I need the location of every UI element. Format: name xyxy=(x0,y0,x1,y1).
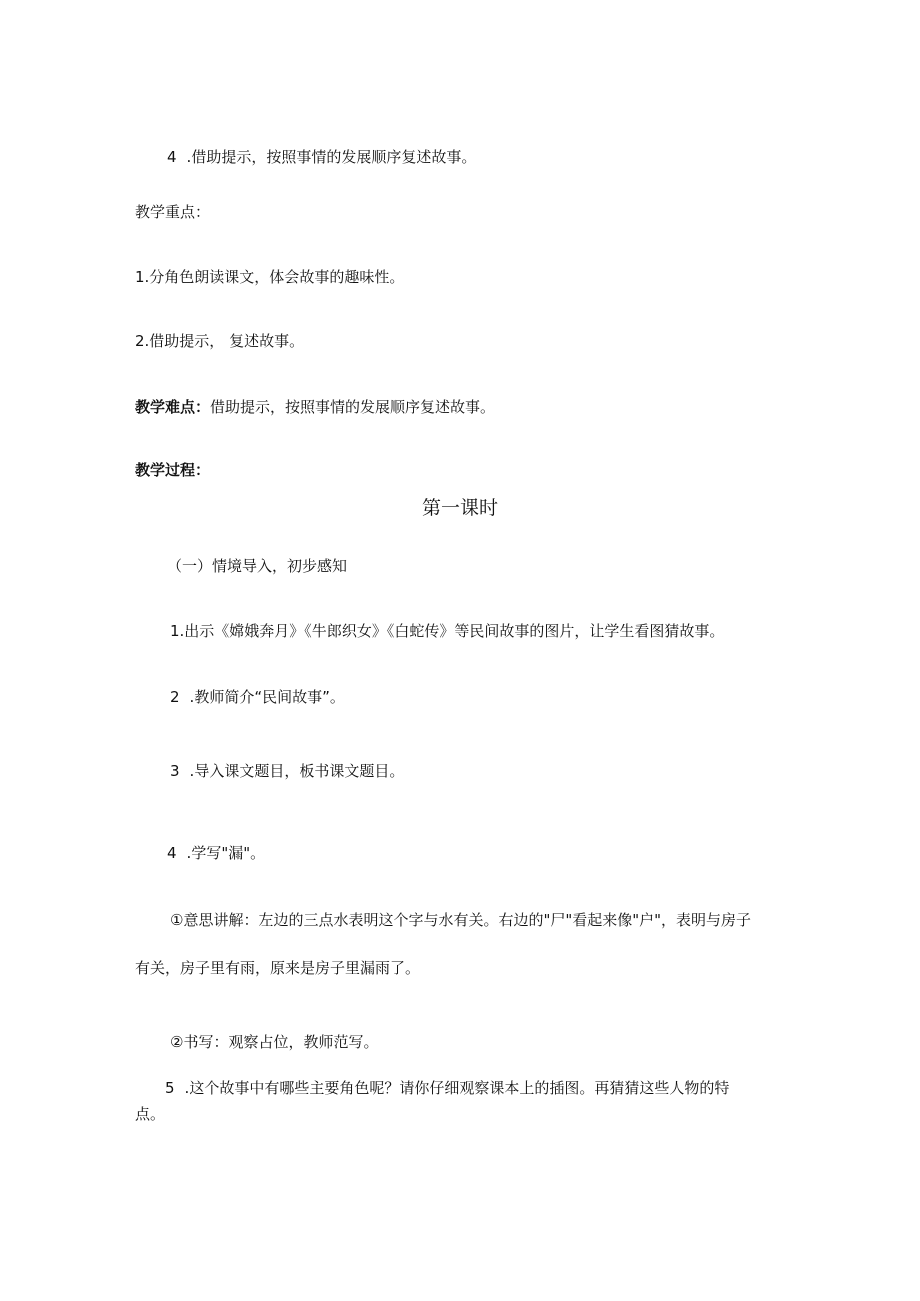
process-heading: 教学过程： xyxy=(135,461,211,479)
item-number: 4 xyxy=(167,844,177,862)
difficulty-label: 教学难点： xyxy=(135,398,211,416)
section-heading: （一）情境导入，初步感知 xyxy=(167,557,348,575)
step-2 xyxy=(170,686,345,708)
key-point-2: 2.借助提示， 复述故事。 xyxy=(135,332,305,350)
meaning-explanation-cont: 有关，房子里有雨，原来是房子里漏雨了。 xyxy=(135,959,421,977)
step-5-cont: 点。 xyxy=(135,1105,166,1123)
step-1: 1.出示《嫦娥奔月》《牛郎织女》《白蛇传》等民间故事的图片，让学生看图猜故事。 xyxy=(170,622,725,640)
item-number: 4 xyxy=(167,148,177,166)
item-text: .学写"漏"。 xyxy=(186,844,266,862)
item-number: 5 xyxy=(165,1079,175,1097)
writing-step: ②书写：观察占位，教师范写。 xyxy=(170,1033,379,1051)
step-4 xyxy=(167,842,265,864)
key-points-heading: 教学重点： xyxy=(135,203,211,221)
goal-4-line xyxy=(167,146,476,168)
item-number: 3 xyxy=(170,762,180,780)
step-3 xyxy=(170,760,404,782)
difficulty-text: 借助提示，按照事情的发展顺序复述故事。 xyxy=(210,398,496,416)
item-text: .借助提示，按照事情的发展顺序复述故事。 xyxy=(186,148,477,166)
step-5 xyxy=(165,1077,729,1099)
item-text: .这个故事中有哪些主要角色呢？请你仔细观察课本上的插图。再猜猜这些人物的特 xyxy=(184,1079,730,1097)
item-number: 2 xyxy=(170,688,180,706)
item-text: .导入课文题目，板书课文题目。 xyxy=(189,762,405,780)
key-point-1: 1.分角色朗读课文，体会故事的趣味性。 xyxy=(135,268,405,286)
item-text: .教师简介“民间故事”。 xyxy=(189,688,345,706)
lesson-title: 第一课时 xyxy=(421,497,498,519)
meaning-explanation: ①意思讲解：左边的三点水表明这个字与水有关。右边的"尸"看起来像"户"，表明与房子 xyxy=(170,911,752,929)
difficulty-line xyxy=(135,396,495,418)
